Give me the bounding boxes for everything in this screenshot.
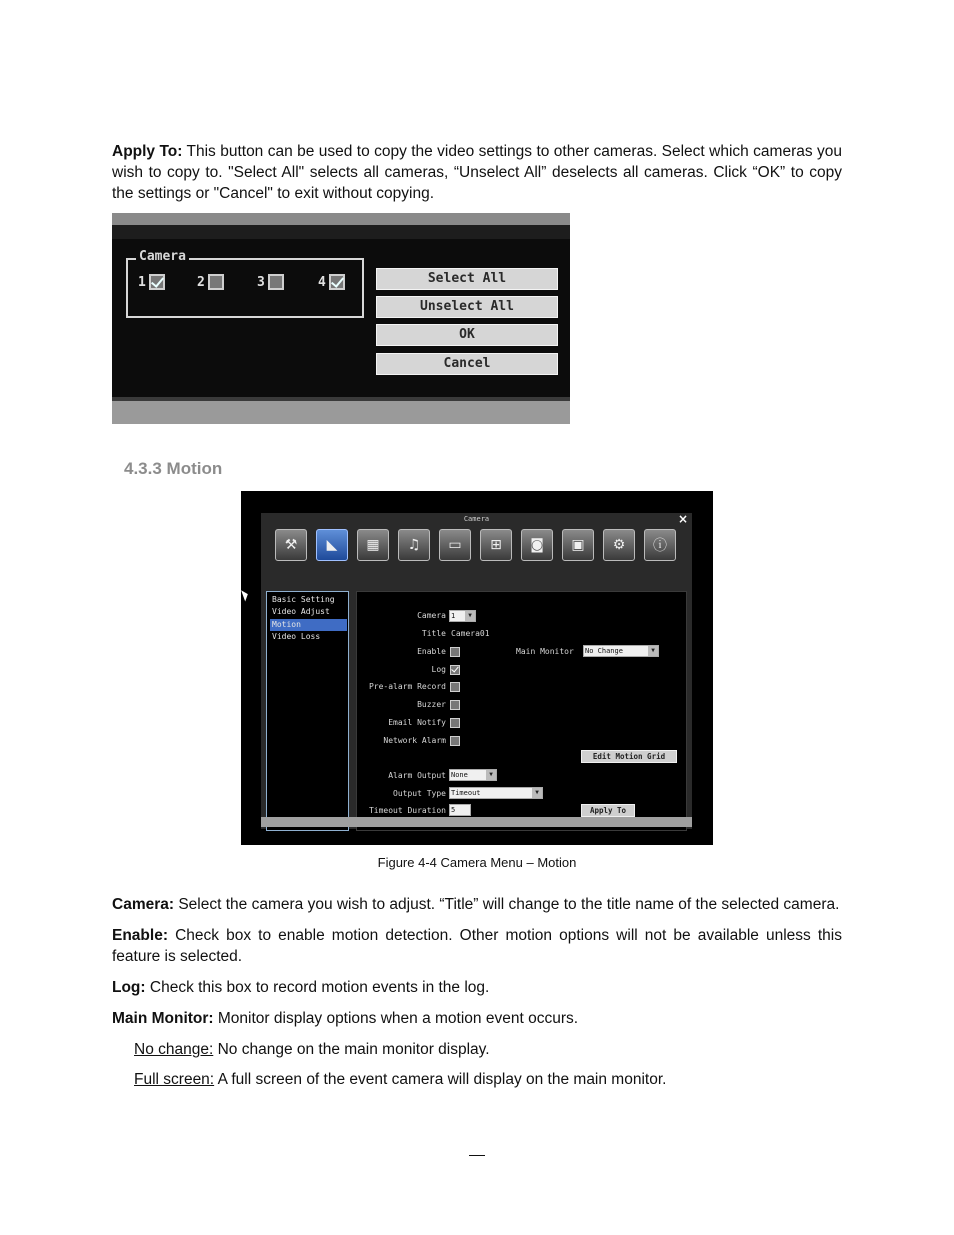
camera-1-checkbox[interactable] <box>138 272 165 292</box>
log-term: Log: <box>112 979 146 996</box>
output-type-label: Output Type <box>393 789 446 798</box>
chevron-down-icon: ▼ <box>486 770 496 780</box>
full-screen-text: A full screen of the event camera will display on the main monitor. <box>214 1071 667 1088</box>
dialog-top-bar-dark <box>112 225 570 239</box>
apply-to-dialog-screenshot <box>112 213 570 424</box>
title-label: Title <box>421 629 446 638</box>
display-icon[interactable]: ▣ <box>562 529 594 561</box>
edit-motion-grid-button[interactable]: Edit Motion Grid <box>581 750 677 763</box>
unselect-all-button[interactable]: Unselect All <box>376 296 558 318</box>
buzzer-label: Buzzer <box>417 700 446 709</box>
apply-to-button[interactable]: Apply To <box>581 804 635 817</box>
network-alarm-label: Network Alarm <box>383 736 446 745</box>
output-type-value: Timeout <box>451 789 481 797</box>
email-notify-label: Email Notify <box>388 718 446 727</box>
chevron-down-icon: ▼ <box>465 611 475 621</box>
motion-form <box>356 591 687 831</box>
apply-to-term: Apply To: <box>112 143 183 160</box>
alarm-icon[interactable]: ♫ <box>398 529 430 561</box>
full-screen-term: Full screen: <box>134 1071 215 1088</box>
log-description <box>112 977 842 998</box>
camera-2-checkbox[interactable] <box>197 272 224 292</box>
mouse-cursor-icon <box>241 589 250 602</box>
window-status-bar <box>261 817 692 827</box>
no-change-text: No change on the main monitor display. <box>213 1041 490 1058</box>
camera-icon[interactable]: ◣ <box>316 529 348 561</box>
enable-term: Enable: <box>112 927 168 944</box>
checkbox-checked-icon[interactable] <box>149 274 165 290</box>
camera-4-checkbox[interactable] <box>318 272 345 292</box>
menu-item-video-adjust[interactable]: Video Adjust <box>272 607 330 616</box>
camera-description <box>112 894 842 915</box>
camera-select[interactable] <box>449 610 476 622</box>
schedule-icon[interactable]: ▭ <box>439 529 471 561</box>
alarm-output-label: Alarm Output <box>388 771 446 780</box>
camera-3-checkbox[interactable] <box>257 272 284 292</box>
enable-description <box>112 925 842 967</box>
camera-select-value: 1 <box>451 612 456 620</box>
network-alarm-checkbox[interactable] <box>450 736 460 746</box>
apply-to-text: This button can be used to copy the video settings to other cameras. Select which cameras you wish to copy to. "Select All" selects all cameras, “Unselect All” deselects all cameras. Click “OK” to copy the settings or "Cancel" to exit without copying. <box>112 143 842 202</box>
no-change-term: No change: <box>134 1041 214 1058</box>
camera-label: Camera <box>417 611 446 620</box>
main-monitor-select[interactable] <box>583 645 659 657</box>
prealarm-label: Pre-alarm Record <box>368 682 446 691</box>
dialog-bottom-bar <box>112 401 570 424</box>
toolbar <box>275 529 676 563</box>
section-heading: 4.3.3 Motion <box>124 459 223 478</box>
prealarm-checkbox[interactable] <box>450 682 460 692</box>
camera-window <box>261 513 692 829</box>
buzzer-checkbox[interactable] <box>450 700 460 710</box>
alarm-output-value: None <box>451 771 468 779</box>
close-icon[interactable]: × <box>677 512 688 526</box>
main-monitor-text: Monitor display options when a motion event occurs. <box>213 1010 579 1027</box>
cancel-button[interactable]: Cancel <box>376 353 558 375</box>
log-label: Log <box>431 665 446 674</box>
camera-group-label: Camera <box>136 249 189 264</box>
timeout-duration-input[interactable] <box>449 804 471 816</box>
network-icon[interactable]: ⊞ <box>480 529 512 561</box>
enable-label: Enable <box>417 647 446 656</box>
apply-to-paragraph <box>112 141 842 204</box>
menu-item-basic-setting[interactable]: Basic Setting <box>272 595 335 604</box>
no-change-option <box>134 1039 490 1060</box>
main-monitor-term: Main Monitor: <box>112 1010 214 1027</box>
chevron-down-icon: ▼ <box>648 646 658 656</box>
settings-icon[interactable]: ⚙ <box>603 529 635 561</box>
select-all-button[interactable]: Select All <box>376 268 558 290</box>
main-monitor-description <box>112 1008 842 1029</box>
checkbox-checked-icon[interactable] <box>329 274 345 290</box>
info-icon[interactable]: ⓘ <box>644 529 676 561</box>
full-screen-option <box>134 1069 666 1090</box>
main-monitor-label: Main Monitor <box>516 647 574 656</box>
figure-caption: Figure 4-4 Camera Menu – Motion <box>377 855 577 870</box>
record-icon[interactable]: ▦ <box>357 529 389 561</box>
camera-groupbox <box>126 249 364 318</box>
title-value: Camera01 <box>451 629 490 638</box>
alarm-output-select[interactable] <box>449 769 497 781</box>
enable-text: Check box to enable motion detection. Other motion options will not be available unless this feature is selected. <box>112 927 842 965</box>
checkbox-unchecked-icon[interactable] <box>208 274 224 290</box>
email-notify-checkbox[interactable] <box>450 718 460 728</box>
chevron-down-icon: ▼ <box>532 788 542 798</box>
camera-1-number: 1 <box>138 274 146 290</box>
camera-text: Select the camera you wish to adjust. “Title” will change to the title name of the selected camera. <box>174 896 840 913</box>
backup-icon[interactable]: ◙ <box>521 529 553 561</box>
log-checkbox[interactable] <box>450 665 460 675</box>
side-menu <box>266 591 349 831</box>
ok-button[interactable]: OK <box>376 324 558 346</box>
camera-term: Camera: <box>112 896 175 913</box>
system-icon[interactable]: ⚒ <box>275 529 307 561</box>
timeout-duration-value: 5 <box>451 806 456 814</box>
menu-item-motion[interactable]: Motion <box>270 619 347 631</box>
camera-3-number: 3 <box>257 274 265 290</box>
window-title: Camera <box>463 515 490 523</box>
log-text: Check this box to record motion events in the log. <box>145 979 490 996</box>
camera-2-number: 2 <box>197 274 205 290</box>
dialog-top-bar <box>112 213 570 225</box>
menu-item-video-loss[interactable]: Video Loss <box>272 632 321 641</box>
output-type-select[interactable] <box>449 787 543 799</box>
camera-4-number: 4 <box>318 274 326 290</box>
main-monitor-value: No Change <box>585 647 623 655</box>
checkbox-unchecked-icon[interactable] <box>268 274 284 290</box>
motion-menu-screenshot <box>241 491 713 845</box>
page-number-line <box>469 1155 485 1156</box>
timeout-duration-label: Timeout Duration <box>368 806 446 815</box>
enable-checkbox[interactable] <box>450 647 460 657</box>
